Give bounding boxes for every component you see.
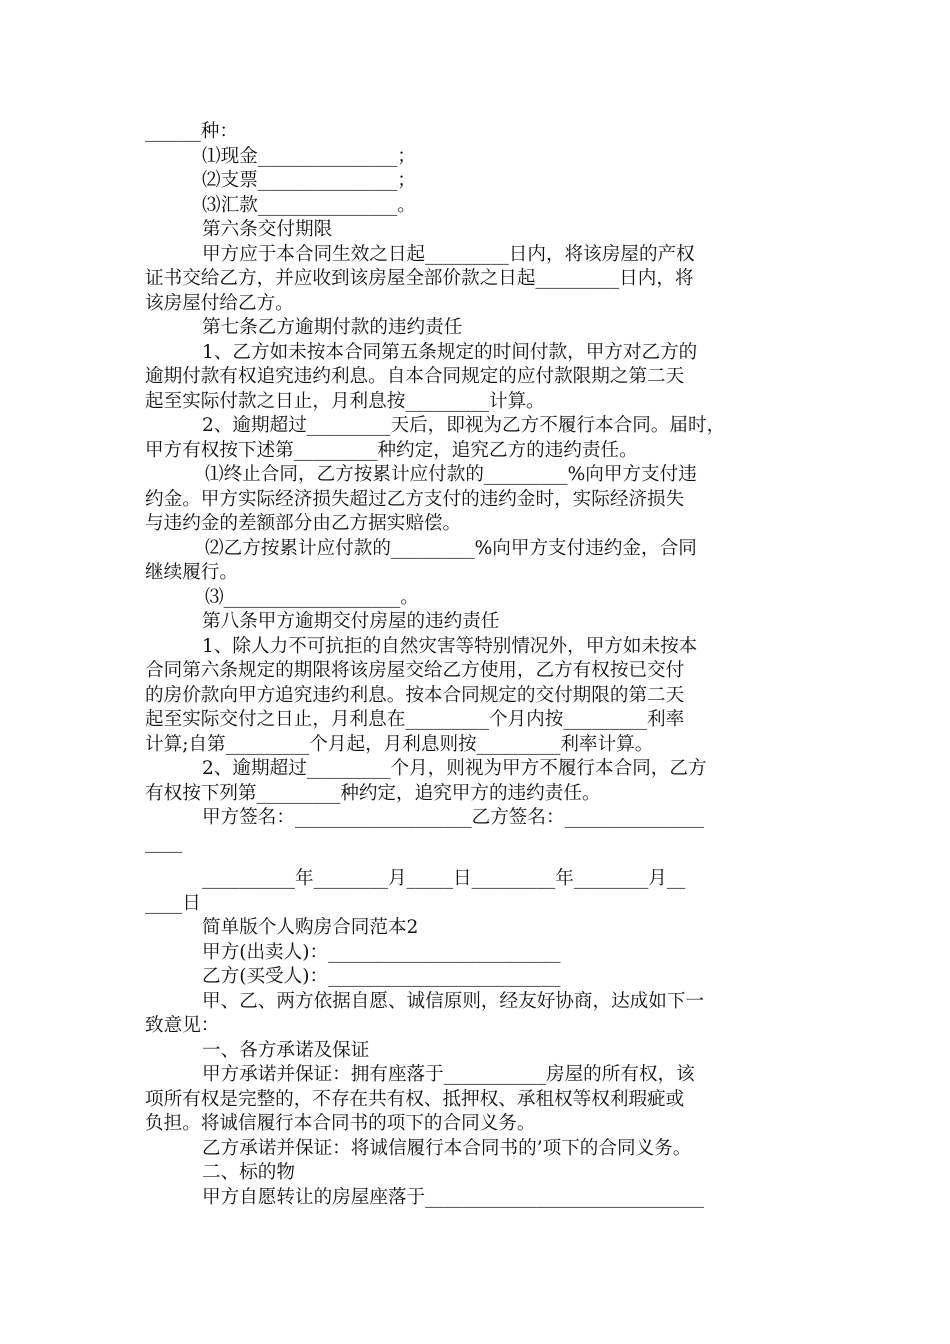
text-line: 二、标的物	[202, 1162, 295, 1183]
text-line: 甲方自愿转让的房屋座落于______________________________	[202, 1186, 705, 1208]
text-line: 甲方承诺并保证：拥有座落于___________房屋的所有权，该	[202, 1064, 695, 1085]
text-line: ____日	[145, 892, 201, 914]
text-line: 继续履行。	[145, 562, 238, 583]
text-line: 证书交给乙方，并应收到该房屋全部价款之日起_________日内，将	[145, 268, 694, 289]
text-line: ______种：	[145, 121, 238, 142]
text-line: 计算;自第_________个月起，月利息则按_________利率计算。	[145, 733, 654, 755]
text-line: 第八条甲方逾期交付房屋的违约责任	[202, 611, 500, 632]
text-line: 的房价款向甲方追究违约利息。按本合同规定的交付期限的第二天	[145, 684, 685, 706]
text-line: ⑶汇款_______________。	[202, 194, 416, 216]
text-line: 2、逾期超过_________个月，则视为甲方不履行本合同，乙方	[202, 758, 707, 779]
text-line: 逾期付款有权追究违约利息。自本合同规定的应付款限期之第二天	[145, 366, 685, 387]
text-line: 起至实际交付之日止，月利息在_________个月内按_________利率	[145, 709, 685, 730]
text-line: 项所有权是完整的，不存在共有权、抵押权、承租权等权利瑕疵或	[145, 1088, 685, 1110]
text-line: 致意见：	[145, 1015, 220, 1036]
text-line: 1、乙方如未按本合同第五条规定的时间付款，甲方对乙方的	[202, 341, 698, 363]
text-line: 与违约金的差额部分由乙方据实赔偿。	[145, 513, 462, 534]
text-line: 该房屋付给乙方。	[145, 292, 294, 314]
text-line: __________年________月_____日_________年________月__	[202, 868, 686, 889]
text-line: 乙方承诺并保证：将诚信履行本合同书的’项下的合同义务。	[202, 1137, 692, 1159]
text-line: 第六条交付期限	[202, 219, 333, 240]
text-line: 一、各方承诺及保证	[202, 1039, 370, 1061]
text-line: 甲、乙、两方依据自愿、诚信原则，经友好协商，达成如下一	[202, 990, 705, 1012]
text-line: 甲方应于本合同生效之日起_________日内，将该房屋的产权	[202, 243, 695, 265]
text-line: 2、逾期超过_________天后，即视为乙方不履行本合同。届时，	[202, 415, 726, 436]
text-line: ⑴终止合同，乙方按累计应付款的_________%向甲方支付违	[205, 464, 697, 485]
blank-spacer	[145, 855, 810, 867]
text-line: 甲方(出卖人)：_________________________	[202, 941, 561, 963]
text-line: ⑵支票_______________；	[202, 170, 416, 191]
text-line: ____	[145, 831, 183, 853]
text-line: 约金。甲方实际经济损失超过乙方支付的违约金时，实际经济损失	[145, 488, 685, 510]
text-line: 1、除人力不可抗拒的自然灾害等特别情况外，甲方如未按本	[202, 635, 698, 657]
text-line: 第七条乙方逾期付款的违约责任	[202, 317, 463, 338]
document-page	[145, 120, 810, 1210]
text-line: ⑶___________________。	[205, 586, 419, 608]
text-line: 甲方有权按下述第_________种约定，追究乙方的违约责任。	[145, 439, 638, 461]
text-line: 简单版个人购房合同范本2	[202, 917, 419, 938]
text-line: ⑴现金_______________；	[202, 145, 416, 167]
text-line: 合同第六条规定的期限将该房屋交给乙方使用，乙方有权按已交付	[145, 660, 685, 681]
text-line: 有权按下列第_________种约定，追究甲方的违约责任。	[145, 782, 601, 804]
text-line: 甲方签名：___________________乙方签名：_______________	[202, 807, 705, 828]
text-line: ⑵乙方按累计应付款的_________%向甲方支付违约金，合同	[205, 537, 697, 559]
text-line: 负担。将诚信履行本合同书的项下的合同义务。	[145, 1113, 536, 1134]
text-line: 乙方(买受人)：_________________________	[202, 966, 561, 987]
text-line: 起至实际付款之日止，月利息按_________计算。	[145, 390, 545, 412]
